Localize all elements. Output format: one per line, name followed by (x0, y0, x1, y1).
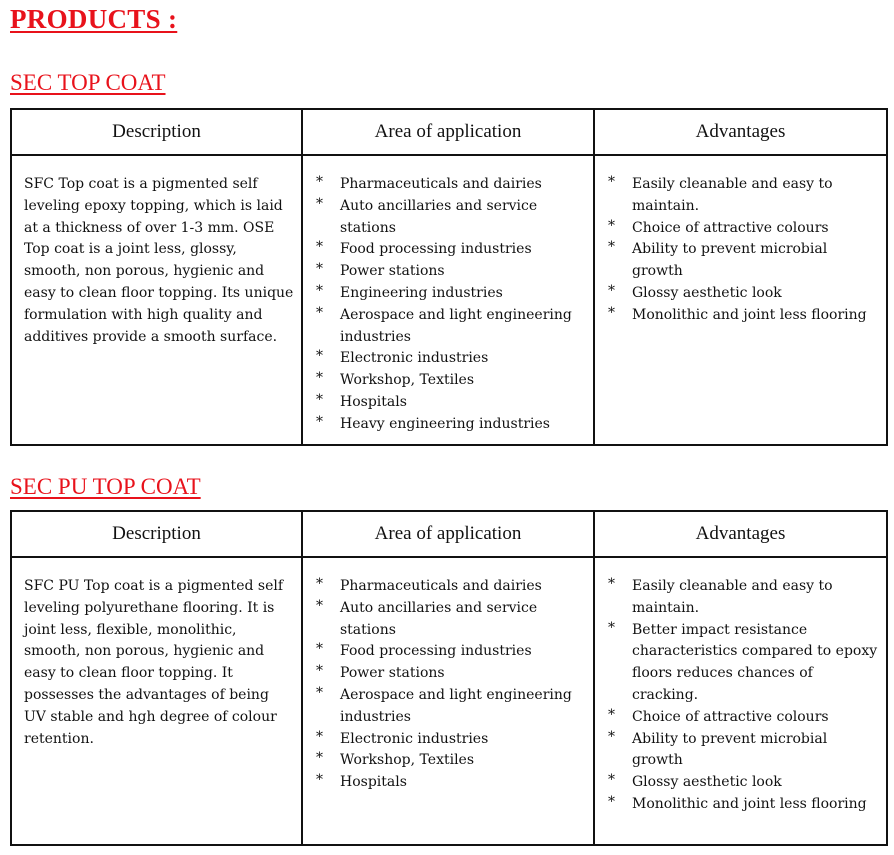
applications-list (313, 174, 589, 436)
application-item: * Hospitals (313, 392, 589, 414)
application-item: * Electronic industries (313, 729, 589, 751)
section-heading-sec-top-coat: SEC TOP COAT (10, 70, 166, 95)
advantage-item: * Easily cleanable and easy to maintain. (605, 174, 882, 218)
application-item: * Pharmaceuticals and dairies (313, 174, 589, 196)
table-header-row (11, 511, 887, 557)
application-item: * Electronic industries (313, 348, 589, 370)
product-table-sec-top-coat (10, 108, 888, 446)
application-item: * Workshop, Textiles (313, 370, 589, 392)
product-table-sec-pu-top-coat (10, 510, 888, 846)
advantage-item: * Ability to prevent microbial growth (605, 239, 882, 283)
column-header-advantages: Advantages (594, 511, 887, 557)
applications-cell (302, 155, 594, 445)
table-header-row (11, 109, 887, 155)
advantage-item: * Monolithic and joint less flooring (605, 794, 882, 816)
column-header-area-of-application: Area of application (302, 109, 594, 155)
advantages-cell (594, 155, 887, 445)
advantage-item: * Ability to prevent microbial growth (605, 729, 882, 773)
advantage-item: * Glossy aesthetic look (605, 283, 882, 305)
advantages-list (605, 576, 882, 816)
table-row (11, 155, 887, 445)
application-item: * Food processing industries (313, 239, 589, 261)
applications-list (313, 576, 589, 794)
application-item: * Power stations (313, 261, 589, 283)
applications-cell (302, 557, 594, 845)
column-header-area-of-application: Area of application (302, 511, 594, 557)
advantage-item: * Monolithic and joint less flooring (605, 305, 882, 327)
application-item: * Power stations (313, 663, 589, 685)
application-item: * Pharmaceuticals and dairies (313, 576, 589, 598)
advantage-item: * Choice of attractive colours (605, 218, 882, 240)
application-item: * Engineering industries (313, 283, 589, 305)
table-row (11, 557, 887, 845)
advantage-item: * Choice of attractive colours (605, 707, 882, 729)
application-item: * Auto ancillaries and service stations (313, 598, 589, 642)
description-cell: SFC Top coat is a pigmented self leveling epoxy topping, which is laid at a thickness of over 1-3 mm. OSE Top coat is a joint less, glossy, smooth, non porous, hygienic and easy to clean floor topping. Its unique formulation with high quality and additives provide a smooth surface. (11, 155, 302, 445)
application-item: * Workshop, Textiles (313, 750, 589, 772)
column-header-description: Description (11, 109, 302, 155)
advantage-item: * Better impact resistance characteristics compared to epoxy floors reduces chances of cracking. (605, 620, 882, 707)
application-item: * Hospitals (313, 772, 589, 794)
advantages-list (605, 174, 882, 327)
advantages-cell (594, 557, 887, 845)
column-header-advantages: Advantages (594, 109, 887, 155)
column-header-description: Description (11, 511, 302, 557)
section-heading-sec-pu-top-coat: SEC PU TOP COAT (10, 474, 201, 499)
application-item: * Aerospace and light engineering industries (313, 685, 589, 729)
advantage-item: * Glossy aesthetic look (605, 772, 882, 794)
page-title: PRODUCTS : (10, 4, 178, 34)
application-item: * Food processing industries (313, 641, 589, 663)
description-cell: SFC PU Top coat is a pigmented self leveling polyurethane flooring. It is joint less, flexible, monolithic, smooth, non porous, hygienic and easy to clean floor topping. It possesses the advantages of being UV stable and hgh degree of colour retention. (11, 557, 302, 845)
application-item: * Aerospace and light engineering industries (313, 305, 589, 349)
advantage-item: * Easily cleanable and easy to maintain. (605, 576, 882, 620)
application-item: * Auto ancillaries and service stations (313, 196, 589, 240)
application-item: * Heavy engineering industries (313, 414, 589, 436)
